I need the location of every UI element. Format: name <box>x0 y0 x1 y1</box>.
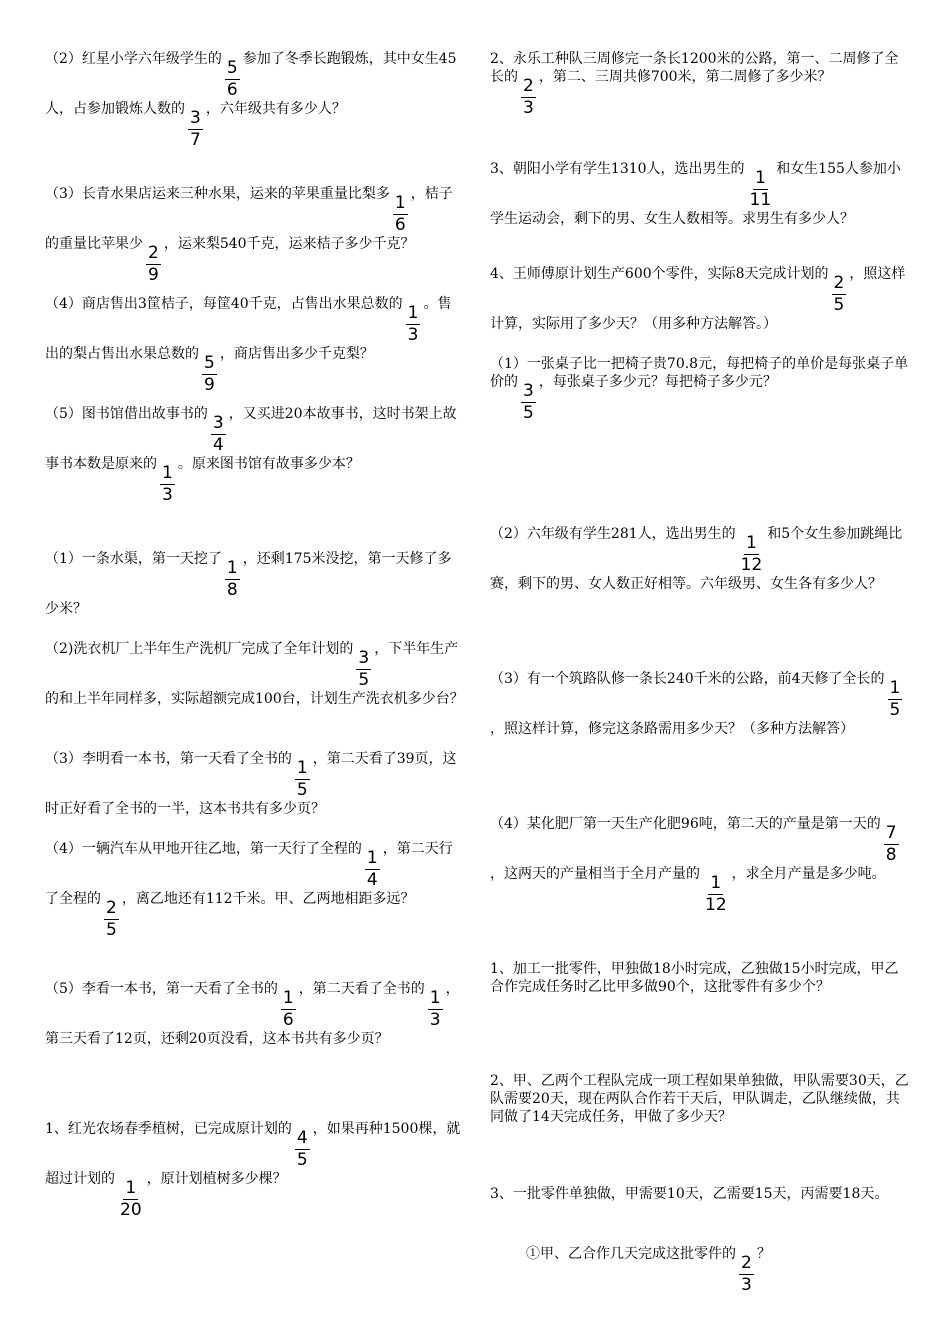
fraction-denominator: 9 <box>148 265 159 285</box>
word-problem <box>45 50 465 150</box>
problem-text: ，第二天看了全书的 <box>298 981 425 997</box>
fraction-numerator: 1 <box>162 463 173 483</box>
problem-text: 2、甲、乙两个工程队完成一项工程如果单独做，甲队需要30天，乙队需要20天，现在两队合作若干天后，甲队调走，乙队继续做，共同做了14天完成任务，甲做了多少天？ <box>490 1073 909 1125</box>
fraction-numerator: 2 <box>148 243 159 263</box>
fraction-denominator: 3 <box>523 98 534 118</box>
fraction <box>884 824 899 865</box>
fraction-denominator: 5 <box>833 295 845 315</box>
problem-text: （2)洗衣机厂上半年生产洗机厂完成了全年计划的 <box>45 641 354 657</box>
fraction-denominator: 5 <box>296 780 308 800</box>
problem-text: 1、加工一批零件，甲独做18小时完成，乙独做15小时完成，甲乙合作完成任务时乙比甲多做90个，这批零件有多少个？ <box>490 961 899 995</box>
word-problem <box>45 980 465 1048</box>
fraction-denominator: 4 <box>366 870 378 890</box>
word-problem <box>490 960 910 996</box>
fraction <box>888 679 903 720</box>
problem-text: ，六年级共有多少人？ <box>205 101 346 117</box>
fraction <box>118 1179 144 1220</box>
fraction-numerator: 2 <box>106 898 117 918</box>
fraction <box>225 59 240 100</box>
word-problem <box>490 670 910 738</box>
problem-text: 参加了冬季长跑锻炼，其中女生45人，占参加锻炼人数的 <box>45 51 457 117</box>
fraction <box>393 194 408 235</box>
fraction <box>202 354 217 395</box>
fraction <box>739 1254 754 1295</box>
fraction-numerator: 1 <box>226 558 238 578</box>
fraction-denominator: 5 <box>358 670 370 690</box>
word-problem <box>45 550 465 618</box>
fraction <box>428 989 443 1030</box>
problem-text: （2）红星小学六年级学生的 <box>45 51 222 67</box>
fraction <box>748 169 774 210</box>
problem-text: ，照这样计算，实际用了多少天？（用多种方法解答。） <box>490 266 906 332</box>
fraction-numerator: 5 <box>226 58 238 78</box>
word-problem <box>45 750 465 818</box>
fraction-numerator: 4 <box>296 1128 308 1148</box>
fraction-denominator: 12 <box>705 895 727 915</box>
word-problem <box>490 1185 910 1203</box>
word-problem <box>490 1245 946 1295</box>
problem-text: （4）商店售出3筐桔子，每筐40千克，占售出水果总数的 <box>45 296 403 312</box>
word-problem <box>45 185 465 285</box>
word-problem <box>45 640 465 708</box>
fraction <box>188 109 203 150</box>
problem-text: 和女生155人参加小学生运动会，剩下的男、女生人数相等。求男生有多少人？ <box>490 161 901 227</box>
fraction-numerator: 1 <box>407 303 419 323</box>
problem-text: ，第三天看了12页，还剩20页没看，这本书共有多少页？ <box>45 981 460 1047</box>
fraction <box>521 382 536 423</box>
fraction-numerator: 1 <box>710 873 722 893</box>
problem-text: （3）长青水果店运来三种水果，运来的苹果重量比梨多 <box>45 186 390 202</box>
fraction-numerator: 7 <box>885 823 897 843</box>
word-problem <box>45 295 465 395</box>
problem-text: 。原来图书馆有故事多少本？ <box>177 456 360 472</box>
problem-text: ①甲、乙合作几天完成这批零件的 <box>526 1246 736 1262</box>
fraction-numerator: 1 <box>296 758 308 778</box>
fraction <box>295 1129 310 1170</box>
fraction-denominator: 5 <box>106 920 117 940</box>
fraction-denominator: 6 <box>282 1010 294 1030</box>
fraction-numerator: 1 <box>754 168 766 188</box>
fraction <box>365 849 380 890</box>
fraction <box>356 649 371 690</box>
problem-text: 。售出的梨占售出水果总数的 <box>45 296 452 362</box>
word-problem <box>490 50 910 118</box>
fraction-numerator: 1 <box>889 678 901 698</box>
fraction-denominator: 5 <box>296 1150 308 1170</box>
problem-text: ，求全月产量是多少吨。 <box>731 866 886 882</box>
fraction-denominator: 8 <box>226 580 238 600</box>
problem-text: （4）一辆汽车从甲地开往乙地，第一天行了全程的 <box>45 841 362 857</box>
problem-text: （5）李看一本书，第一天看了全书的 <box>45 981 278 997</box>
problem-text: ，商店售出多少千克梨？ <box>219 346 374 362</box>
problem-text: ？ <box>756 1246 771 1262</box>
word-problem <box>45 405 465 505</box>
fraction <box>225 559 240 600</box>
word-problem <box>490 1072 910 1126</box>
problem-text: ，每张桌子多少元？每把椅子多少元？ <box>538 374 777 390</box>
problem-text: ，第二天看了39页，这时正好看了全书的一半，这本书共有多少页？ <box>45 751 457 817</box>
problem-text: ，这两天的产量相当于全月产量的 <box>490 866 700 882</box>
fraction-denominator: 5 <box>523 403 534 423</box>
problem-text: （1）一条水渠，第一天挖了 <box>45 551 222 567</box>
word-problem <box>490 265 910 333</box>
fraction <box>521 77 536 118</box>
problem-text: 3、朝阳小学有学生1310人，选出男生的 <box>490 161 745 177</box>
fraction <box>104 899 119 940</box>
fraction-denominator: 3 <box>741 1275 752 1295</box>
problem-text: ，如果再种1500棵，就超过计划的 <box>45 1121 461 1187</box>
fraction-denominator: 4 <box>212 435 224 455</box>
fraction-numerator: 3 <box>358 648 370 668</box>
fraction-denominator: 11 <box>749 190 772 210</box>
fraction-numerator: 3 <box>523 381 534 401</box>
fraction-denominator: 3 <box>407 325 419 345</box>
word-problem <box>45 1120 465 1220</box>
problem-text: ，原计划植树多少棵？ <box>146 1171 287 1187</box>
problem-text: ，桔子的重量比苹果少 <box>45 186 453 252</box>
word-problem <box>490 525 910 593</box>
fraction-numerator: 1 <box>394 193 406 213</box>
problem-text: ，离乙地还有112千米。甲、乙两地相距多远？ <box>121 891 415 907</box>
fraction-numerator: 1 <box>282 988 294 1008</box>
fraction-numerator: 3 <box>212 413 224 433</box>
fraction-numerator: 2 <box>741 1253 752 1273</box>
fraction-denominator: 20 <box>120 1200 142 1220</box>
fraction <box>146 244 161 285</box>
fraction-denominator: 7 <box>190 130 201 150</box>
fraction-numerator: 1 <box>429 988 441 1008</box>
problem-text: ，还剩175米没挖，第一天修了多少米？ <box>45 551 452 617</box>
problem-text: ，照这样计算，修完这条路需用多少天？（多种方法解答） <box>490 721 854 737</box>
fraction-denominator: 8 <box>885 845 897 865</box>
problem-text: （4）某化肥厂第一天生产化肥96吨，第二天的产量是第一天的 <box>490 816 881 832</box>
problem-text: ，下半年生产的和上半年同样多，实际超额完成100台，计划生产洗衣机多少台？ <box>45 641 464 707</box>
problem-text: 3、一批零件单独做，甲需要10天，乙需要15天，丙需要18天。 <box>490 1186 889 1202</box>
word-problem <box>490 355 910 423</box>
problem-text: （2）六年级有学生281人，选出男生的 <box>490 526 736 542</box>
problem-text: ，又买进20本故事书，这时书架上故事书本数是原来的 <box>45 406 457 472</box>
fraction <box>703 874 729 915</box>
fraction <box>406 304 421 345</box>
problem-text: （3）有一个筑路队修一条长240千米的公路，前4天修了全长的 <box>490 671 885 687</box>
fraction <box>832 274 847 315</box>
fraction-denominator: 6 <box>226 80 238 100</box>
problem-text: （3）李明看一本书，第一天看了全书的 <box>45 751 292 767</box>
problem-text: 4、王师傅原计划生产600个零件，实际8天完成计划的 <box>490 266 829 282</box>
fraction-denominator: 9 <box>204 375 215 395</box>
problem-text: （1）一张桌子比一把椅子贵70.8元，每把椅子的单价是每张桌子单价的 <box>490 356 909 390</box>
fraction-denominator: 12 <box>740 555 763 575</box>
fraction <box>295 759 310 800</box>
word-problem <box>45 840 465 940</box>
fraction <box>739 534 765 575</box>
fraction-numerator: 1 <box>366 848 378 868</box>
problem-text: 2、永乐工种队三周修完一条长1200米的公路，第一、二周修了全长的 <box>490 51 899 85</box>
problem-text: ，运来梨540千克，运来桔子多少千克？ <box>163 236 415 252</box>
fraction <box>281 989 296 1030</box>
fraction-numerator: 1 <box>125 1178 137 1198</box>
fraction <box>211 414 226 455</box>
fraction-numerator: 2 <box>523 76 534 96</box>
word-problem <box>490 815 910 915</box>
fraction-numerator: 3 <box>190 108 201 128</box>
fraction-denominator: 3 <box>162 485 173 505</box>
fraction <box>160 464 175 505</box>
fraction-numerator: 5 <box>204 353 215 373</box>
word-problem <box>490 160 910 228</box>
fraction-numerator: 2 <box>833 273 845 293</box>
fraction-numerator: 1 <box>746 533 757 553</box>
fraction-denominator: 3 <box>429 1010 441 1030</box>
problem-text: ，第二、三周共修700米，第二周修了多少米？ <box>538 69 832 85</box>
problem-text: 1、红光农场春季植树，已完成原计划的 <box>45 1121 292 1137</box>
fraction-denominator: 6 <box>394 215 406 235</box>
problem-text: ，第二天行了全程的 <box>45 841 453 907</box>
fraction-denominator: 5 <box>889 700 901 720</box>
problem-text: （5）图书馆借出故事书的 <box>45 406 208 422</box>
problem-text: 和5个女生参加跳绳比赛，剩下的男、女人数正好相等。六年级男、女生各有多少人？ <box>490 526 903 592</box>
